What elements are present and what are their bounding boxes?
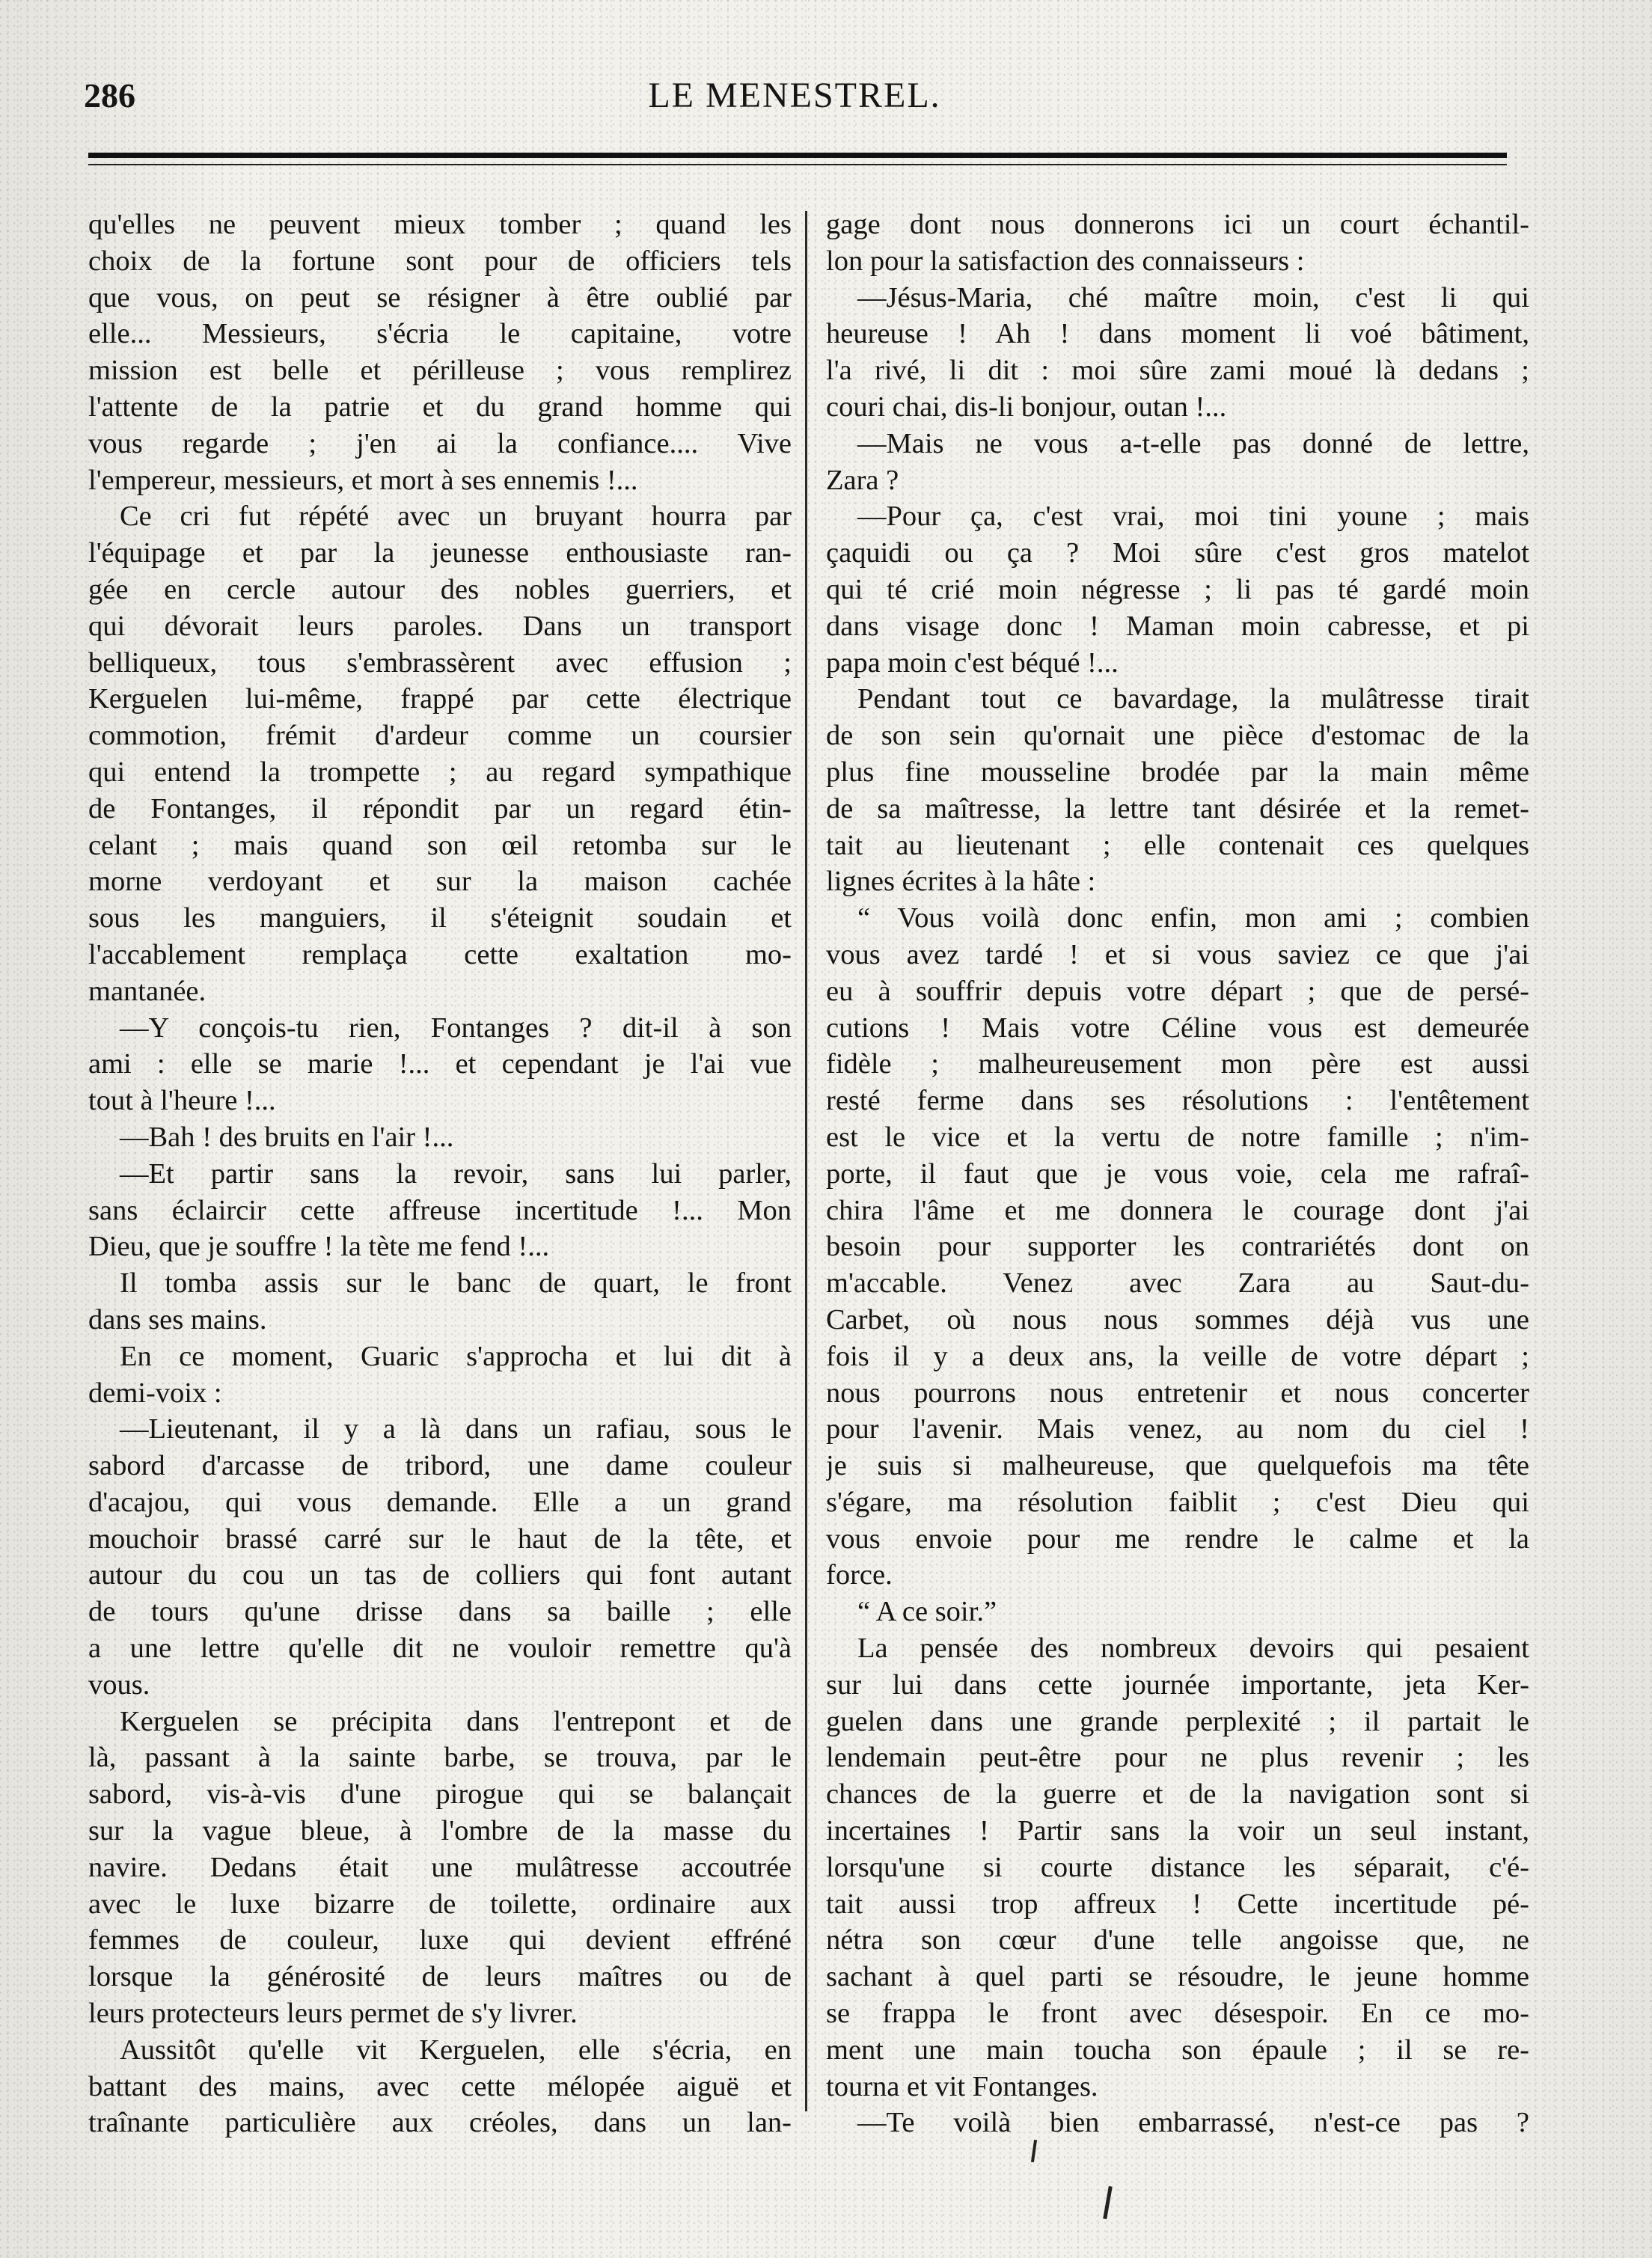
text-line: lorsqu'une si courte distance les séparait, c'é- [826,1851,1529,1883]
text-line: fidèle ; malheureusement mon père est aussi [826,1048,1529,1080]
header-rule-thin [88,164,1507,165]
text-line: Kerguelen se précipita dans l'entrepont et de [120,1705,792,1737]
text-line: pour l'avenir. Mais venez, au nom du ciel ! [826,1413,1529,1445]
text-line: En ce moment, Guaric s'approcha et lui dit à [120,1340,792,1372]
text-line: tout à l'heure !... [88,1085,276,1117]
text-line: —Pour ça, c'est vrai, moi tini youne ; mais [857,501,1529,533]
text-line: “ Vous voilà donc enfin, mon ami ; combien [857,902,1529,934]
text-line: sabord, vis-à-vis d'une pirogue qui se balançait [88,1778,792,1811]
text-line: m'accable. Venez avec Zara au Saut-du- [826,1267,1529,1300]
text-line: sabord d'arcasse de tribord, une dame couleur [88,1450,792,1482]
text-line: eu à souffrir depuis votre départ ; que de persé- [826,975,1529,1007]
text-line: tait aussi trop affreux ! Cette incertitude pé- [826,1888,1529,1920]
text-line: lon pour la satisfaction des connaisseurs : [826,245,1305,277]
text-line: nous pourrons nous entretenir et nous concerter [826,1377,1529,1409]
ink-mark [1103,2186,1113,2219]
text-line: sur lui dans cette journée importante, jeta Ker- [826,1668,1529,1701]
text-line: morne verdoyant et sur la maison cachée [88,866,792,898]
text-line: La pensée des nombreux devoirs qui pesaient [857,1633,1529,1665]
text-line: —Jésus-Maria, ché maître moin, c'est li qui [857,281,1529,313]
text-line: sous les manguiers, il s'éteignit soudain et [88,902,792,934]
text-line: qui dévorait leurs paroles. Dans un transport [88,610,792,642]
text-line: —Mais ne vous a-t-elle pas donné de lettre, [857,427,1529,459]
text-line: ment une main toucha son épaule ; il se re- [826,2034,1529,2066]
text-line: —Et partir sans la revoir, sans lui parler, [120,1157,792,1190]
text-line: guelen dans une grande perplexité ; il partait le [826,1705,1529,1737]
right-text-column [826,206,1529,2141]
text-line: —Te voilà bien embarrassé, n'est-ce pas ? [857,2107,1529,2139]
text-line: —Bah ! des bruits en l'air !... [120,1121,454,1153]
text-line: Il tomba assis sur le banc de quart, le front [120,1267,792,1300]
page-header [84,73,1505,118]
text-line: que vous, on peut se résigner à être oublié par [88,281,792,313]
text-line: l'empereur, messieurs, et mort à ses ennemis !... [88,464,638,496]
text-line: mission est belle et périlleuse ; vous remplirez [88,355,792,387]
text-line: dans ses mains. [88,1303,267,1335]
text-line: avec le luxe bizarre de toilette, ordinaire aux [88,1888,792,1920]
text-line: Aussitôt qu'elle vit Kerguelen, elle s'écria, en [120,2034,792,2066]
text-line: gée en cercle autour des nobles guerriers, et [88,573,792,605]
text-line: heureuse ! Ah ! dans moment li voé bâtiment, [826,318,1529,350]
text-line: d'acajou, qui vous demande. Elle a un grand [88,1486,792,1518]
text-line: cutions ! Mais votre Céline vous est demeurée [826,1012,1529,1044]
text-line: —Lieutenant, il y a là dans un rafiau, sous le [120,1413,792,1445]
text-line: mantanée. [88,975,206,1007]
text-line: gage dont nous donnerons ici un court échantil- [826,209,1529,240]
text-line: papa moin c'est béqué !... [826,646,1119,679]
text-line: s'égare, ma résolution faiblit ; c'est Dieu qui [826,1486,1529,1518]
text-line: lendemain peut-être pour ne plus revenir ; les [826,1742,1529,1774]
text-line: se frappa le front avec désespoir. En ce mo- [826,1998,1529,2030]
text-line: de Fontanges, il répondit par un regard étin- [88,792,792,824]
text-line: “ A ce soir.” [857,1596,997,1628]
text-line: est le vice et la vertu de notre famille ; n'im- [826,1121,1529,1153]
text-line: vous. [88,1668,150,1701]
running-title: LE MENESTREL. [648,76,941,115]
text-line: besoin pour supporter les contrariétés dont on [826,1231,1529,1263]
text-line: mouchoir brassé carré sur le haut de la tête, et [88,1523,792,1555]
text-line: incertaines ! Partir sans la voir un seul instant, [826,1815,1529,1847]
text-line: demi-voix : [88,1377,222,1409]
text-line: vous avez tardé ! et si vous saviez ce que j'ai [826,938,1529,970]
text-line: Kerguelen lui-même, frappé par cette électrique [88,683,792,715]
text-line: couri chai, dis-li bonjour, outan !... [826,391,1227,423]
text-line: sachant à quel parti se résoudre, le jeune homme [826,1961,1529,1993]
text-line: porte, il faut que je vous voie, cela me rafraî- [826,1157,1529,1190]
text-line: de tours qu'une drisse dans sa baille ; elle [88,1596,792,1628]
text-line: l'accablement remplaça cette exaltation mo- [88,938,792,970]
text-line: qui té crié moin négresse ; li pas té gardé moin [826,573,1529,605]
text-line: elle... Messieurs, s'écria le capitaine, votre [88,318,792,350]
text-line: qui entend la trompette ; au regard sympathique [88,756,792,788]
text-line: lignes écrites à la hâte : [826,866,1096,898]
text-line: de son sein qu'ornait une pièce d'estomac de la [826,720,1529,752]
text-line: commotion, frémit d'ardeur comme un coursier [88,720,792,752]
text-line: l'équipage et par la jeunesse enthousiaste ran- [88,537,792,569]
text-line: Pendant tout ce bavardage, la mulâtresse tirait [857,683,1529,715]
text-line: de sa maîtresse, la lettre tant désirée et la remet- [826,792,1529,824]
text-line: choix de la fortune sont pour de officiers tels [88,245,792,277]
text-line: tourna et vit Fontanges. [826,2070,1098,2102]
text-line: Carbet, où nous nous sommes déjà vus une [826,1303,1529,1335]
text-line: nétra son cœur d'une telle angoisse que, ne [826,1924,1529,1956]
text-line: sans éclaircir cette affreuse incertitude !... Mon [88,1194,792,1226]
text-line: force. [826,1559,893,1591]
text-line: qu'elles ne peuvent mieux tomber ; quand les [88,209,792,240]
text-line: a une lettre qu'elle dit ne vouloir remettre qu'à [88,1633,792,1665]
text-line: vous regarde ; j'en ai la confiance.... Vive [88,427,792,459]
ink-mark [1031,2140,1037,2162]
text-line: vous envoie pour me rendre le calme et la [826,1523,1529,1555]
text-line: je suis si malheureuse, que quelquefois ma tête [826,1450,1529,1482]
text-line: là, passant à la sainte barbe, se trouva, par le [88,1742,792,1774]
page-number: 286 [84,76,135,114]
text-line: femmes de couleur, luxe qui devient effréné [88,1924,792,1956]
text-line: leurs protecteurs leurs permet de s'y livrer. [88,1998,578,2030]
text-line: chira l'âme et me donnera le courage dont j'ai [826,1194,1529,1226]
text-line: navire. Dedans était une mulâtresse accoutrée [88,1851,792,1883]
text-line: sur la vague bleue, à l'ombre de la masse du [88,1815,792,1847]
text-line: lorsque la générosité de leurs maîtres ou de [88,1961,792,1993]
text-line: belliqueux, tous s'embrassèrent avec effusion ; [88,646,792,679]
text-line: l'a rivé, li dit : moi sûre zami moué là dedans ; [826,355,1529,387]
text-line: Zara ? [826,464,899,496]
text-line: battant des mains, avec cette mélopée aiguë et [88,2070,792,2102]
text-line: dans visage donc ! Maman moin cabresse, et pi [826,610,1529,642]
left-text-column [88,206,792,2141]
text-line: tait au lieutenant ; elle contenait ces quelques [826,829,1529,861]
text-line: çaquidi ou ça ? Moi sûre c'est gros matelot [826,537,1529,569]
text-line: —Y conçois-tu rien, Fontanges ? dit-il à son [120,1012,792,1044]
text-line: chances de la guerre et de la navigation sont si [826,1778,1529,1811]
header-rule-thick [88,153,1507,158]
text-line: autour du cou un tas de colliers qui font autant [88,1559,792,1591]
column-divider [805,211,807,2111]
text-line: plus fine mousseline brodée par la main même [826,756,1529,788]
text-line: resté ferme dans ses résolutions : l'entêtement [826,1085,1529,1117]
text-line: Ce cri fut répété avec un bruyant hourra par [120,501,792,533]
text-line: l'attente de la patrie et du grand homme qui [88,391,792,423]
text-line: traînante particulière aux créoles, dans un lan- [88,2107,792,2139]
text-line: ami : elle se marie !... et cependant je l'ai vue [88,1048,792,1080]
text-line: celant ; mais quand son œil retomba sur le [88,829,792,861]
text-line: fois il y a deux ans, la veille de votre départ ; [826,1340,1529,1372]
text-line: Dieu, que je souffre ! la tète me fend !... [88,1231,550,1263]
